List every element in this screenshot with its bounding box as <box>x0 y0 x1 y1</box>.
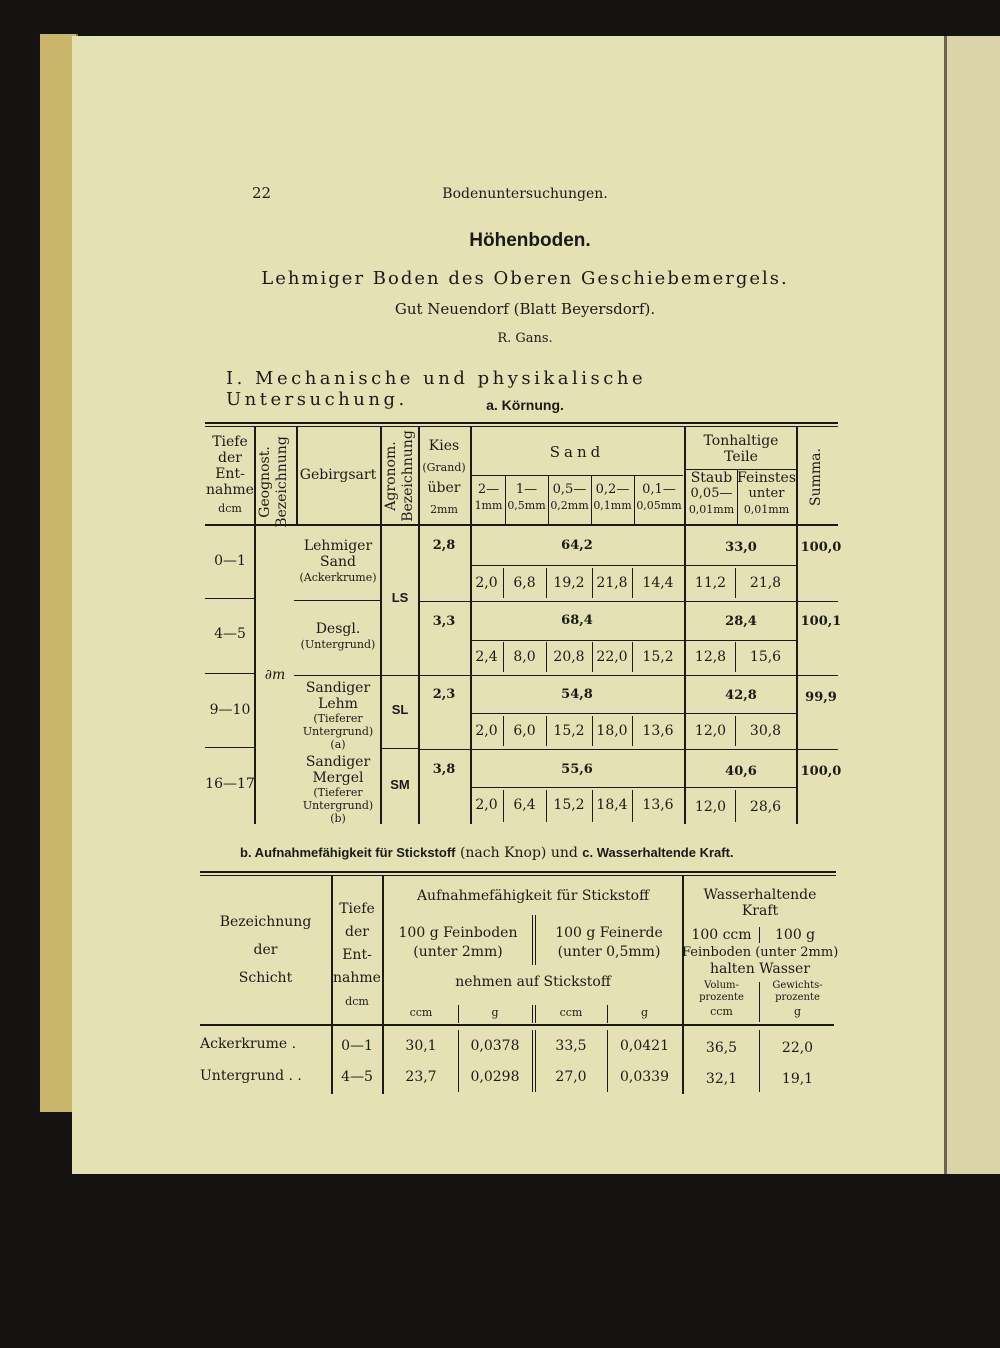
row4-sand-5: 13,6 <box>642 797 674 813</box>
row-b1-e-ccm: 33,5 <box>555 1038 587 1054</box>
row2-summa: 100,1 <box>800 614 842 629</box>
geognost-symbol: ∂m <box>264 667 286 683</box>
row2-sand-5: 15,2 <box>642 649 674 665</box>
row-b1-tiefe: 0—1 <box>341 1038 373 1054</box>
row-b2-name: Untergrund . . <box>200 1068 302 1084</box>
row1-ton-total: 33,0 <box>725 540 757 555</box>
row4-summa: 100,0 <box>800 764 842 779</box>
row1-sand-2: 6,8 <box>513 575 536 591</box>
row4-gebirgsart: Sandiger Mergel (Tieferer Untergrund) (b) <box>302 754 374 825</box>
section-heading: I. Mechanische und physikalische Untersuchung. <box>226 368 647 410</box>
unit-g-1: g <box>491 1006 499 1019</box>
sand-col-3: 0,5— 0,2mm <box>550 482 589 512</box>
row3-sand-2: 6,0 <box>513 723 536 739</box>
row4-sand-3: 15,2 <box>553 797 585 813</box>
staub-header: Staub 0,05— 0,01mm <box>688 470 735 516</box>
feinstes-header: Feinstes unter 0,01mm <box>737 470 797 516</box>
row4-kies: 3,8 <box>432 762 456 777</box>
feinboden-header: 100 g Feinboden (unter 2mm) <box>398 925 518 960</box>
row1-staub: 11,2 <box>694 575 727 591</box>
row-b1-e-g: 0,0421 <box>620 1038 669 1054</box>
row-b2-e-g: 0,0339 <box>620 1069 669 1085</box>
row4-sand-4: 18,4 <box>596 797 628 813</box>
w-100g: 100 g <box>759 927 836 943</box>
feinerde-header: 100 g Feinerde (unter 0,5mm) <box>555 925 663 960</box>
w-100ccm: 100 ccm <box>691 927 752 943</box>
sand-col-4: 0,2— 0,1mm <box>593 482 632 512</box>
sand-col-1: 2— 1mm <box>474 482 503 512</box>
row3-agronom: SL <box>391 702 409 717</box>
page-number: 22 <box>252 184 272 202</box>
main-title: Höhenboden. <box>469 230 591 251</box>
row2-sand-2: 8,0 <box>513 649 536 665</box>
row3-gebirgsart: Sandiger Lehm (Tieferer Untergrund) (a) <box>302 680 374 751</box>
row4-tiefe: 16—17 <box>205 776 255 792</box>
row3-sand-3: 15,2 <box>553 723 585 739</box>
row4-staub: 12,0 <box>694 799 727 815</box>
row1-tiefe: 0—1 <box>214 553 246 569</box>
row1-sand-5: 14,4 <box>642 575 674 591</box>
location: Gut Neuendorf (Blatt Beyersdorf). <box>394 300 656 318</box>
row-b2-tiefe: 4—5 <box>341 1069 373 1085</box>
gebirgsart-header: Gebirgsart <box>299 467 377 483</box>
row2-ton-total: 28,4 <box>725 614 757 629</box>
wasser-header: Wasserhaltende Kraft <box>703 887 817 919</box>
agronom-header: Agronom. Bezeichnung <box>383 430 416 522</box>
row2-gebirgsart: Desgl. (Untergrund) <box>300 621 376 651</box>
w-halten: halten Wasser <box>709 961 811 977</box>
row3-sand-5: 13,6 <box>642 723 674 739</box>
sand-col-2: 1— 0,5mm <box>507 482 546 512</box>
row2-sand-total: 68,4 <box>561 613 593 628</box>
row4-sand-2: 6,4 <box>513 797 536 813</box>
row3-sand-total: 54,8 <box>561 687 593 702</box>
unit-ccm-1: ccm <box>409 1006 433 1019</box>
row3-ton-total: 42,8 <box>725 688 757 703</box>
row-b2-e-ccm: 27,0 <box>555 1069 587 1085</box>
row-b2-vol: 32,1 <box>705 1071 738 1087</box>
w-feinboden: Feinboden (unter 2mm) <box>682 945 839 960</box>
nehmen-header: nehmen auf Stickstoff <box>455 974 611 990</box>
row1-sand-total: 64,2 <box>561 538 593 553</box>
row2-kies: 3,3 <box>432 614 456 629</box>
row-b1-n-ccm: 30,1 <box>405 1038 437 1054</box>
sand-col-5: 0,1— 0,05mm <box>636 482 682 512</box>
row3-summa: 99,9 <box>805 690 837 705</box>
row4-feinstes: 28,6 <box>749 799 782 815</box>
row1-sand-1: 2,0 <box>475 575 498 591</box>
row1-sand-3: 19,2 <box>553 575 585 591</box>
row-b2-n-ccm: 23,7 <box>405 1069 437 1085</box>
row1-feinstes: 21,8 <box>749 575 782 591</box>
row2-sand-1: 2,4 <box>475 649 498 665</box>
row2-sand-4: 22,0 <box>596 649 628 665</box>
row1-kies: 2,8 <box>432 538 456 553</box>
row-b1-vol: 36,5 <box>705 1040 738 1056</box>
unit-g-2: g <box>640 1006 649 1019</box>
row4-agronom: SM <box>390 777 410 792</box>
row1-sand-4: 21,8 <box>596 575 628 591</box>
sand-header: Sand <box>549 443 605 461</box>
volum-header: Volum- prozente ccm <box>699 980 744 1018</box>
row3-kies: 2,3 <box>432 687 456 702</box>
row-b1-gew: 22,0 <box>781 1040 814 1056</box>
row4-sand-total: 55,6 <box>561 762 593 777</box>
row3-feinstes: 30,8 <box>749 723 782 739</box>
geognost-header: Geognost. Bezeichnung <box>257 436 290 528</box>
tiefe-header: Tiefe der Ent- nahme dcm <box>206 434 254 515</box>
bezeichnung-header: Bezeichnung der Schicht <box>219 914 312 986</box>
row1-gebirgsart: Lehmiger Sand (Ackerkrume) <box>299 538 377 584</box>
section-b-heading: b. Aufnahmefähigkeit für Stickstoff (nach Knop) und c. Wasserhaltende Kraft. <box>240 845 734 861</box>
row2-feinstes: 15,6 <box>749 649 782 665</box>
gewicht-header: Gewichts- prozente g <box>772 980 823 1018</box>
aufnahme-header: Aufnahmefähigkeit für Stickstoff <box>416 888 650 904</box>
subtitle: Lehmiger Boden des Oberen Geschiebemergels. <box>261 268 789 289</box>
row-b2-gew: 19,1 <box>781 1071 814 1087</box>
author: R. Gans. <box>497 331 553 346</box>
row-b2-n-g: 0,0298 <box>470 1069 520 1085</box>
row2-tiefe: 4—5 <box>214 626 246 642</box>
row2-staub: 12,8 <box>694 649 727 665</box>
row3-staub: 12,0 <box>694 723 727 739</box>
row3-sand-4: 18,0 <box>596 723 628 739</box>
row4-ton-total: 40,6 <box>725 764 757 779</box>
row3-tiefe: 9—10 <box>209 702 251 718</box>
row-b1-name: Ackerkrume . <box>200 1036 297 1052</box>
summa-header: Summa. <box>808 448 824 506</box>
row-b1-n-g: 0,0378 <box>470 1038 520 1054</box>
row1-summa: 100,0 <box>800 540 842 555</box>
row3-sand-1: 2,0 <box>475 723 498 739</box>
kies-header: Kies (Grand) über 2mm <box>422 438 466 516</box>
row2-sand-3: 20,8 <box>553 649 585 665</box>
running-title: Bodenuntersuchungen. <box>442 186 608 202</box>
row4-sand-1: 2,0 <box>475 797 498 813</box>
tiefe-b-header: Tiefe der Ent- nahme dcm <box>333 901 381 1008</box>
row1-agronom: LS <box>391 590 409 605</box>
unit-ccm-2: ccm <box>559 1006 583 1019</box>
next-page-edge <box>944 36 1000 1174</box>
ton-header: Tonhaltige Teile <box>703 433 779 465</box>
section-a-heading: a. Körnung. <box>486 397 564 413</box>
